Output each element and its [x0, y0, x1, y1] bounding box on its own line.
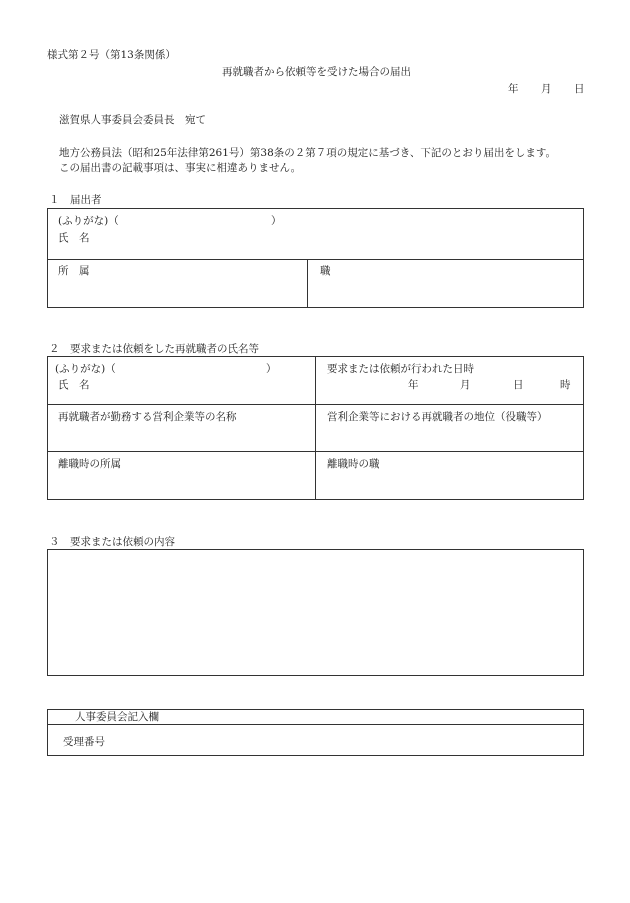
request-year-label: 年 — [408, 379, 419, 391]
office-use-heading: 人事委員会記入欄 — [75, 711, 159, 723]
applicant-position-label: 職 — [320, 265, 331, 277]
intro-line-2: この届出書の記載事項は、事実に相違ありません。 — [59, 162, 302, 174]
reemployed-name-label: 氏 名 — [58, 379, 90, 391]
request-hour-label: 時 — [560, 379, 571, 391]
company-position-label: 営利企業等における再就職者の地位（役職等） — [327, 411, 548, 423]
addressee: 滋賀県人事委員会委員長 宛て — [59, 114, 206, 126]
request-content-box — [47, 549, 584, 676]
intro-line-1: 地方公務員法（昭和25年法律第261号）第38条の２第７項の規定に基づき、下記のとおり届出をします。 — [59, 147, 557, 159]
divider — [47, 259, 584, 260]
receipt-number-label: 受理番号 — [63, 736, 105, 748]
applicant-name-label: 氏 名 — [58, 232, 90, 244]
request-datetime-label: 要求または依頼が行われた日時 — [327, 363, 474, 375]
divider — [47, 724, 584, 725]
divider — [47, 404, 584, 405]
reemployed-furigana-label: (ふりがな)（ — [55, 363, 116, 375]
reemployed-furigana-close: ） — [266, 363, 277, 375]
request-day-label: 日 — [513, 379, 524, 391]
divider — [307, 259, 308, 308]
applicant-table — [47, 208, 584, 308]
divider — [315, 356, 316, 500]
applicant-furigana-close: ） — [271, 215, 282, 227]
former-affiliation-label: 離職時の所属 — [58, 458, 121, 470]
form-number: 様式第２号（第13条関係） — [47, 49, 176, 61]
date-year-label: 年 — [508, 83, 519, 95]
employer-name-label: 再就職者が勤務する営利企業等の名称 — [58, 411, 237, 423]
page-title: 再就職者から依頼等を受けた場合の届出 — [222, 66, 411, 78]
divider — [47, 451, 584, 452]
section1-heading: １ 届出者 — [49, 194, 102, 206]
date-month-label: 月 — [541, 83, 552, 95]
request-month-label: 月 — [460, 379, 471, 391]
former-position-label: 離職時の職 — [327, 458, 380, 470]
section2-heading: ２ 要求または依頼をした再就職者の氏名等 — [49, 343, 259, 355]
applicant-affiliation-label: 所 属 — [58, 265, 90, 277]
section3-heading: ３ 要求または依頼の内容 — [49, 536, 175, 548]
date-day-label: 日 — [574, 83, 585, 95]
applicant-furigana-label: (ふりがな)（ — [58, 215, 119, 227]
